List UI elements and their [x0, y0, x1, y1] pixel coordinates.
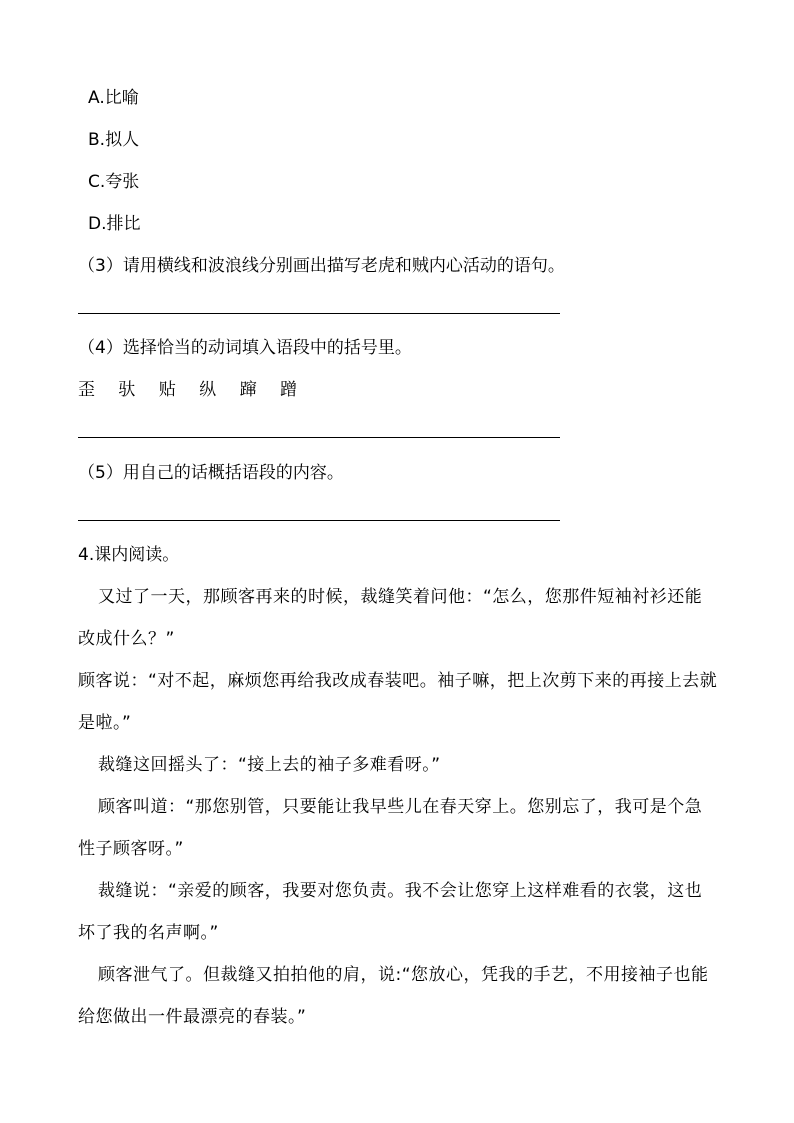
- question-3: （3）请用横线和波浪线分别画出描写老虎和贼内心活动的语句。: [78, 256, 565, 276]
- answer-line-3: [78, 313, 560, 314]
- verb-option: 驮: [118, 380, 136, 400]
- option-c: C.夸张: [88, 172, 140, 192]
- verb-option: 蹭: [280, 380, 298, 400]
- paragraph: 顾客说：“对不起，麻烦您再给我改成春装吧。袖子嘛，把上次剪下来的再接上去就是啦。”: [78, 671, 718, 733]
- verb-option: 纵: [199, 380, 217, 400]
- section-4-title: 4.课内阅读。: [78, 545, 180, 565]
- option-a: A.比喻: [88, 88, 139, 108]
- verb-option: 歪: [78, 380, 95, 400]
- verb-options: [78, 378, 315, 402]
- paragraph: 裁缝说：“亲爱的顾客，我要对您负责。我不会让您穿上这样难看的衣裳，这也坏了我的名声啊。”: [78, 881, 703, 943]
- question-5: （5）用自己的话概括语段的内容。: [78, 463, 344, 483]
- paragraph: 顾客叫道：“那您别管，只要能让我早些儿在春天穿上。您别忘了，我可是个急性子顾客呀。”: [78, 797, 703, 859]
- option-b: B.拟人: [88, 130, 140, 150]
- verb-option: 蹿: [239, 380, 257, 400]
- answer-line-4: [78, 437, 560, 438]
- paragraph: 顾客泄气了。但裁缝又拍拍他的肩，说:“您放心，凭我的手艺，不用接袖子也能给您做出一件最漂亮的春装。”: [78, 965, 709, 1027]
- answer-line-5: [78, 520, 560, 521]
- question-4: （4）选择恰当的动词填入语段中的括号里。: [78, 338, 412, 358]
- verb-option: 贴: [158, 380, 176, 400]
- option-d: D.排比: [88, 214, 141, 234]
- paragraph: 又过了一天，那顾客再来的时候，裁缝笑着问他：“怎么，您那件短袖衬衫还能改成什么？”: [78, 587, 703, 649]
- paragraph: 裁缝这回摇头了：“接上去的袖子多难看呀。”: [98, 755, 441, 775]
